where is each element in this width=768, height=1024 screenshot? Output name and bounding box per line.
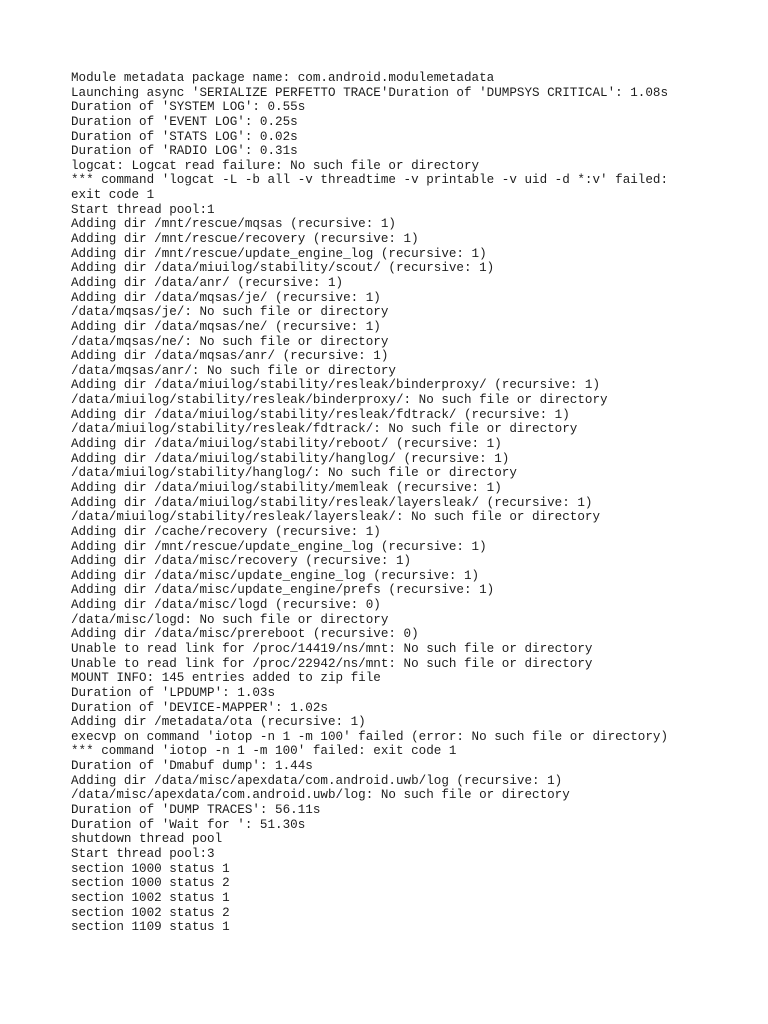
- log-line: Adding dir /metadata/ota (recursive: 1): [71, 715, 366, 730]
- log-line: Unable to read link for /proc/22942/ns/mnt: No such file or directory: [71, 656, 593, 671]
- log-line: /data/misc/apexdata/com.android.uwb/log: No such file or directory: [71, 788, 570, 803]
- log-line: Adding dir /data/miuilog/stability/scout/ (recursive: 1): [71, 261, 495, 276]
- log-line: shutdown thread pool: [71, 832, 223, 847]
- log-line: Adding dir /data/miuilog/stability/resleak/binderproxy/ (recursive: 1): [71, 378, 601, 393]
- log-line: Start thread pool:3: [71, 846, 215, 861]
- log-line: Adding dir /data/miuilog/stability/reboot/ (recursive: 1): [71, 437, 502, 452]
- log-line: /data/miuilog/stability/resleak/layersleak/: No such file or directory: [71, 510, 601, 525]
- log-line: Adding dir /data/misc/recovery (recursive: 1): [71, 554, 412, 569]
- log-line: Module metadata package name: com.android.modulemetadata: [71, 71, 495, 85]
- log-line: section 1002 status 1: [71, 890, 230, 905]
- log-line: Adding dir /data/miuilog/stability/memleak (recursive: 1): [71, 480, 502, 495]
- log-line: Adding dir /data/misc/update_engine/prefs (recursive: 1): [71, 583, 495, 598]
- log-line: /data/mqsas/je/: No such file or directory: [71, 305, 389, 320]
- log-line: Adding dir /data/misc/logd (recursive: 0): [71, 598, 381, 613]
- log-line: Launching async 'SERIALIZE PERFETTO TRACE'Duration of 'DUMPSYS CRITICAL': 1.08s: [71, 85, 669, 100]
- log-line: Duration of 'Dmabuf dump': 1.44s: [71, 759, 313, 774]
- log-line: Start thread pool:1: [71, 202, 215, 217]
- log-line: Adding dir /data/misc/apexdata/com.android.uwb/log (recursive: 1): [71, 773, 563, 788]
- log-line: *** command 'logcat -L -b all -v threadtime -v printable -v uid -d *:v' failed:: [71, 173, 669, 188]
- log-line: section 1109 status 1: [71, 920, 230, 935]
- log-line: Unable to read link for /proc/14419/ns/mnt: No such file or directory: [71, 641, 593, 656]
- log-line: section 1000 status 2: [71, 876, 230, 891]
- log-line: Adding dir /data/mqsas/je/ (recursive: 1): [71, 290, 381, 305]
- log-line: Adding dir /data/mqsas/anr/ (recursive: 1): [71, 349, 389, 364]
- log-line: Adding dir /mnt/rescue/recovery (recursive: 1): [71, 232, 419, 247]
- log-line: Adding dir /data/miuilog/stability/resleak/layersleak/ (recursive: 1): [71, 495, 593, 510]
- log-line: Duration of 'LPDUMP': 1.03s: [71, 685, 276, 700]
- log-line: /data/miuilog/stability/resleak/fdtrack/: No such file or directory: [71, 422, 578, 437]
- log-line: /data/miuilog/stability/hanglog/: No such file or directory: [71, 466, 517, 481]
- log-line: section 1002 status 2: [71, 905, 230, 920]
- log-line: Adding dir /mnt/rescue/mqsas (recursive: 1): [71, 217, 396, 232]
- log-line: Adding dir /data/miuilog/stability/resleak/fdtrack/ (recursive: 1): [71, 407, 570, 422]
- log-line: Duration of 'SYSTEM LOG': 0.55s: [71, 100, 306, 115]
- log-line: /data/misc/logd: No such file or directory: [71, 612, 389, 627]
- log-line: Duration of 'DEVICE-MAPPER': 1.02s: [71, 700, 328, 715]
- log-line: Adding dir /mnt/rescue/update_engine_log (recursive: 1): [71, 246, 487, 261]
- log-line: execvp on command 'iotop -n 1 -m 100' failed (error: No such file or directory): [71, 729, 669, 744]
- log-line: Duration of 'DUMP TRACES': 56.11s: [71, 803, 321, 818]
- log-line: Adding dir /data/anr/ (recursive: 1): [71, 275, 344, 290]
- log-line: Duration of 'STATS LOG': 0.02s: [71, 129, 298, 144]
- log-line: Adding dir /data/mqsas/ne/ (recursive: 1): [71, 319, 381, 334]
- log-line: section 1000 status 1: [71, 861, 230, 876]
- log-line: Duration of 'Wait for ': 51.30s: [71, 817, 306, 832]
- log-line: logcat: Logcat read failure: No such file or directory: [71, 158, 480, 173]
- log-line: *** command 'iotop -n 1 -m 100' failed: exit code 1: [71, 744, 457, 759]
- log-line: Adding dir /cache/recovery (recursive: 1): [71, 524, 381, 539]
- log-line: Duration of 'EVENT LOG': 0.25s: [71, 114, 298, 129]
- log-line: /data/mqsas/ne/: No such file or directory: [71, 334, 389, 349]
- log-line: Adding dir /mnt/rescue/update_engine_log (recursive: 1): [71, 539, 487, 554]
- log-line: MOUNT INFO: 145 entries added to zip file: [71, 671, 381, 686]
- log-document: [71, 71, 761, 935]
- log-line: /data/miuilog/stability/resleak/binderproxy/: No such file or directory: [71, 393, 608, 408]
- log-line: Adding dir /data/miuilog/stability/hanglog/ (recursive: 1): [71, 451, 510, 466]
- log-line: Adding dir /data/misc/update_engine_log (recursive: 1): [71, 568, 480, 583]
- log-line: /data/mqsas/anr/: No such file or directory: [71, 363, 396, 378]
- log-line: Duration of 'RADIO LOG': 0.31s: [71, 144, 298, 159]
- log-line: exit code 1: [71, 188, 155, 203]
- log-line: Adding dir /data/misc/prereboot (recursive: 0): [71, 627, 419, 642]
